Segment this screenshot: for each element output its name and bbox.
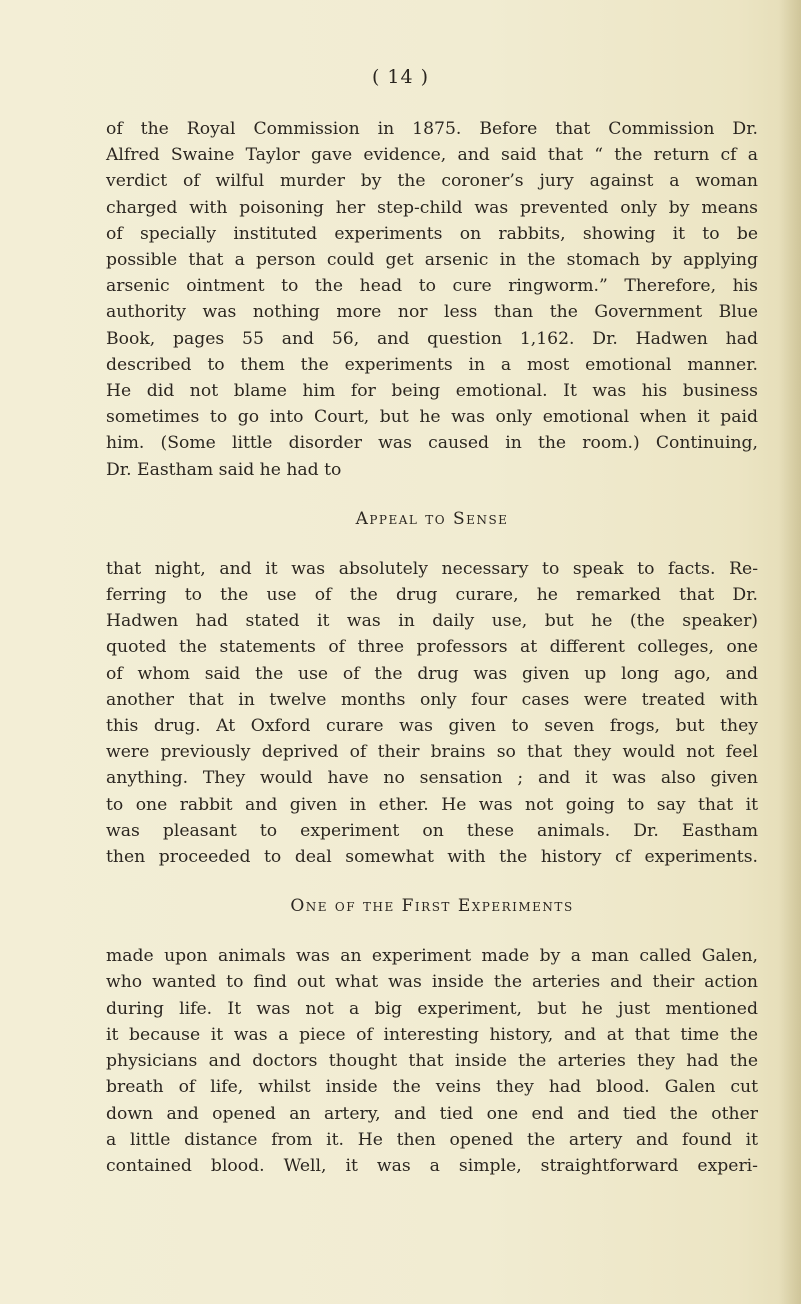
text-line: He did not blame him for being emotional. It was his business — [106, 381, 758, 402]
text-line: ferring to the use of the drug curare, he remarked that Dr. — [106, 585, 758, 606]
paragraph-royal-commission — [106, 116, 758, 483]
text-line: a little distance from it. He then opened the artery and found it — [106, 1129, 758, 1150]
text-line: of the Royal Commission in 1875. Before that Commission Dr. — [106, 119, 758, 139]
text-line: anything. They would have no sensation ; and it was also given — [106, 768, 758, 789]
text-line: Alfred Swaine Taylor gave evidence, and said that “ the return cf a — [106, 145, 758, 166]
text-line: authority was nothing more nor less than the Government Blue — [106, 302, 758, 323]
text-line: another that in twelve months only four cases were treated with — [106, 689, 758, 710]
text-line: to one rabbit and given in ether. He was not going to say that it — [106, 794, 758, 815]
text-line: arsenic ointment to the head to cure ringworm.” Therefore, his — [106, 276, 758, 297]
text-line: physicians and doctors thought that inside the arteries they had the — [106, 1051, 758, 1072]
section-heading-appeal-to-sense: Appeal to Sense — [355, 508, 509, 529]
text-line: Book, pages 55 and 56, and question 1,162. Dr. Hadwen had — [106, 328, 758, 349]
text-line: him. (Some little disorder was caused in the room.) Continuing, — [106, 433, 758, 454]
text-line: possible that a person could get arsenic in the stomach by applying — [106, 250, 758, 271]
text-line: it because it was a piece of interesting history, and at that time the — [106, 1024, 758, 1045]
text-line: Hadwen had stated it was in daily use, but he (the speaker) — [106, 611, 758, 632]
text-line: of whom said the use of the drug was given up long ago, and — [106, 663, 758, 684]
page-text — [106, 116, 758, 1179]
text-line: quoted the statements of three professors at different colleges, one — [106, 637, 758, 658]
text-line: then proceeded to deal somewhat with the history cf experiments. — [106, 847, 758, 868]
page-edge-shadow — [779, 0, 801, 1304]
text-line: of specially instituted experiments on rabbits, showing it to be — [106, 223, 758, 244]
text-line: was pleasant to experiment on these animals. Dr. Eastham — [106, 820, 758, 841]
text-line: down and opened an artery, and tied one end and tied the other — [106, 1103, 758, 1124]
text-line: breath of life, whilst inside the veins they had blood. Galen cut — [106, 1077, 758, 1098]
text-line: made upon animals was an experiment made by a man called Galen, — [106, 946, 758, 967]
text-line: sometimes to go into Court, but he was only emotional when it paid — [106, 407, 758, 428]
section-heading-first-experiments: One of the First Experiments — [290, 896, 574, 917]
text-line: this drug. At Oxford curare was given to seven frogs, but they — [106, 716, 758, 737]
text-line: during life. It was not a big experiment, but he just mentioned — [106, 998, 758, 1019]
text-line: charged with poisoning her step-child was prevented only by means — [106, 197, 758, 218]
paragraph-curare — [106, 556, 758, 870]
text-line: Dr. Eastham said he had to — [106, 459, 342, 480]
page-number: ( 14 ) — [371, 66, 430, 88]
text-line: that night, and it was absolutely necessary to speak to facts. Re- — [106, 558, 758, 579]
text-line: verdict of wilful murder by the coroner’s jury against a woman — [106, 171, 758, 192]
text-line: described to them the experiments in a most emotional manner. — [106, 354, 758, 375]
paragraph-galen — [106, 943, 758, 1179]
text-line: were previously deprived of their brains so that they would not feel — [106, 742, 758, 763]
text-line: contained blood. Well, it was a simple, straightforward experi- — [106, 1155, 758, 1176]
text-line: who wanted to find out what was inside the arteries and their action — [106, 972, 758, 993]
